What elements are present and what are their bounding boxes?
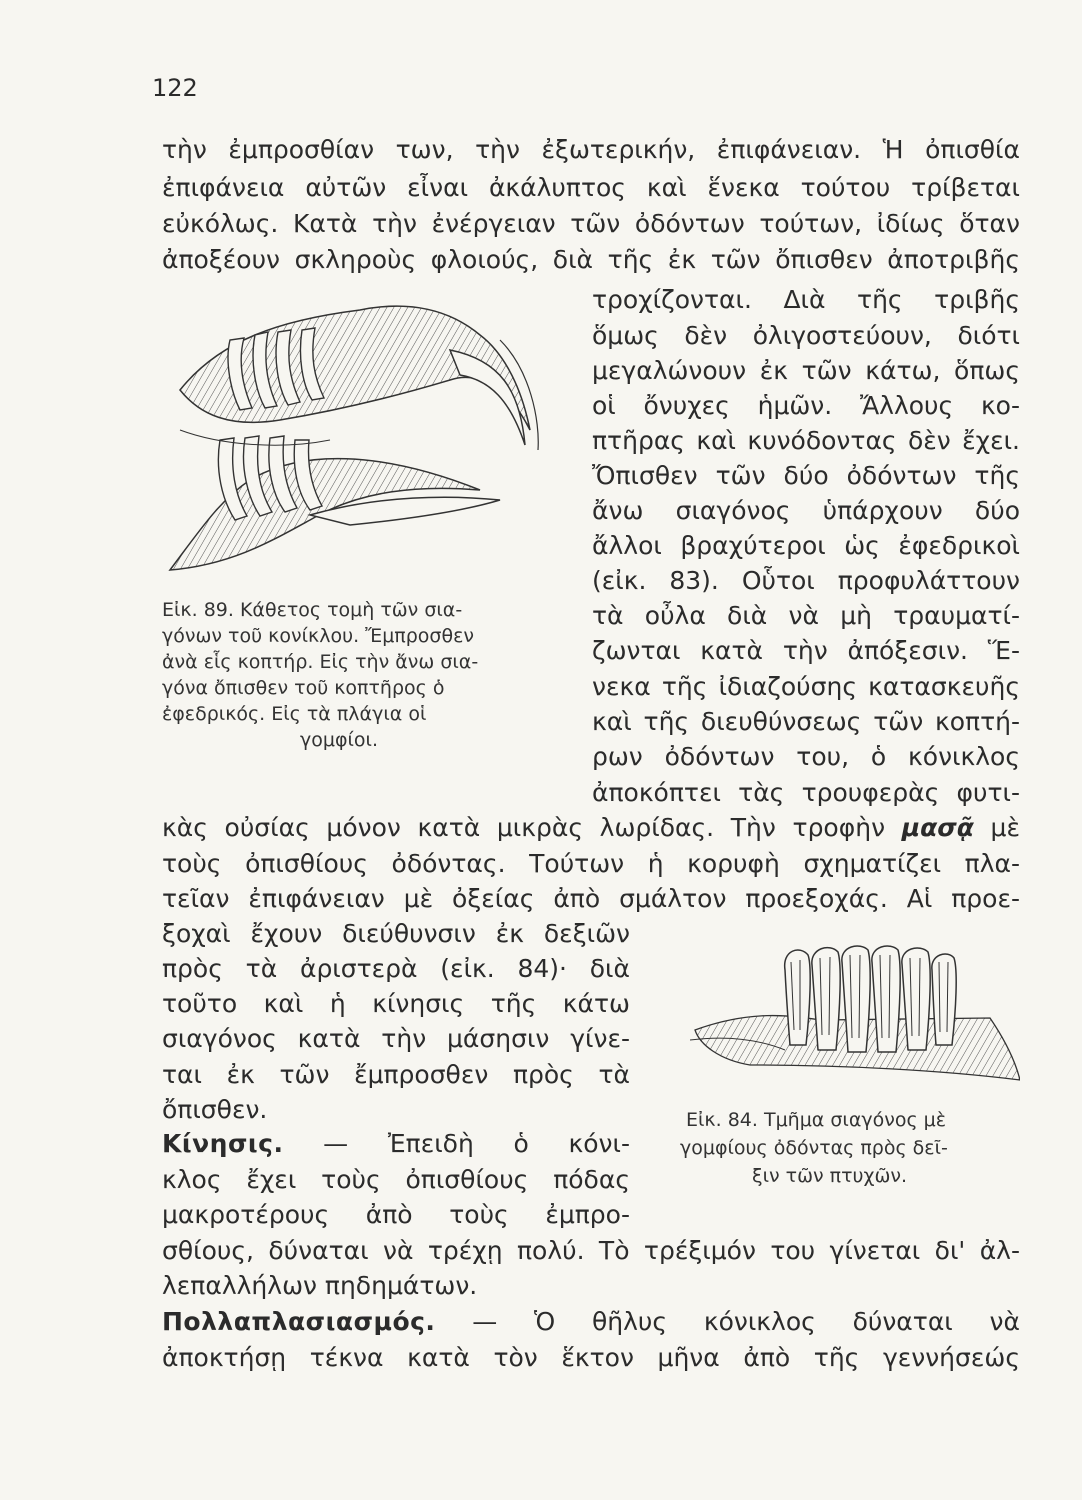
section-heading: Κίνησις.: [162, 1129, 284, 1158]
page-number: 122: [152, 74, 198, 102]
text-line: ται ἐκ τῶν ἔμπροσθεν πρὸς τὰ: [162, 1060, 630, 1089]
text-line: τροχίζονται. Διὰ τῆς τριβῆς: [592, 285, 1020, 314]
section-heading: Πολλαπλασιασμός.: [162, 1307, 436, 1336]
text-line: τοὺς ὀπισθίους ὀδόντας. Τούτων ἡ κορυφὴ σχηματίζει πλα-: [162, 849, 1020, 878]
text-line: πρὸς τὰ ἀριστερὰ (εἰκ. 84)· διὰ: [162, 954, 630, 983]
text-line: ἀποξέουν σκληροὺς φλοιούς, διὰ τῆς ἐκ τῶν ὄπισθεν ἀποτριβῆς: [162, 245, 1020, 274]
text-line: καὶ τῆς διευθύνσεως τῶν κοπτή-: [592, 707, 1020, 736]
text-line: σθίους, δύναται νὰ τρέχῃ πολύ. Τὸ τρέξιμόν του γίνεται δι' ἀλ-: [162, 1236, 1020, 1265]
text-line: ἐπιφάνεια αὐτῶν εἶναι ἀκάλυπτος καὶ ἕνεκα τούτου τρίβεται: [162, 173, 1020, 202]
text-line: εὐκόλως. Κατὰ τὴν ἐνέργειαν τῶν ὀδόντων τούτων, ἰδίως ὅταν: [162, 209, 1020, 238]
figure-caption-line: ξιν τῶν πτυχῶν.: [752, 1165, 908, 1187]
text-line: τεῖαν ἐπιφάνειαν μὲ ὀξείας ἀπὸ σμάλτον προεξοχάς. Αἱ προε-: [162, 884, 1020, 913]
text-line: (εἰκ. 83). Οὗτοι προφυλάττουν: [592, 566, 1020, 595]
text-line: μακροτέρους ἀπὸ τοὺς ἐμπρο-: [162, 1200, 630, 1229]
jaw-section-illustration: [160, 280, 580, 590]
figure-caption-line: ἀνὰ εἷς κοπτήρ. Εἰς τὴν ἄνω σια-: [162, 651, 479, 673]
text-line: νεκα τῆς ἰδιαζούσης κατασκευῆς: [592, 672, 1020, 701]
text-line: κὰς οὐσίας μόνον κατὰ μικρὰς λωρίδας. Τὴν τροφὴν μασᾷ μὲ: [162, 813, 1020, 842]
emphasized-word: μασᾷ: [901, 813, 974, 842]
text-line: ἄλλοι βραχύτεροι ὡς ἐφεδρικοὶ: [592, 531, 1020, 560]
text-line: ζωνται κατὰ τὴν ἀπόξεσιν. Ἕ-: [592, 636, 1020, 665]
figure-caption-line: γομφίοι.: [300, 729, 379, 751]
figure-caption-line: Εἰκ. 89. Κάθετος τομὴ τῶν σια-: [162, 599, 463, 621]
text-line: τὴν ἐμπροσθίαν των, τὴν ἐξωτερικήν, ἐπιφάνειαν. Ἡ ὀπισθία: [162, 135, 1020, 164]
figure-caption-line: γόνα ὄπισθεν τοῦ κοπτῆρος ὁ: [162, 677, 445, 699]
figure-caption-line: ἐφεδρικός. Εἰς τὰ πλάγια οἱ: [162, 703, 427, 725]
text-line: ὄπισθεν.: [162, 1095, 268, 1124]
figure-caption-line: Εἰκ. 84. Τμῆμα σιαγόνος μὲ: [686, 1109, 947, 1131]
text-line: Πολλαπλασιασμός. — Ὁ θῆλυς κόνικλος δύναται νὰ: [162, 1307, 1020, 1336]
text-line: λεπαλλήλων πηδημάτων.: [162, 1271, 478, 1300]
text-line: τοῦτο καὶ ἡ κίνησις τῆς κάτω: [162, 989, 630, 1018]
text-line: Κίνησις. — Ἐπειδὴ ὁ κόνι-: [162, 1129, 630, 1158]
text-line: τὰ οὖλα διὰ νὰ μὴ τραυματί-: [592, 601, 1020, 630]
text-line: οἱ ὄνυχες ἡμῶν. Ἄλλους κο-: [592, 391, 1020, 420]
text-line: ρων ὀδόντων του, ὁ κόνικλος: [592, 742, 1020, 771]
text-line: σιαγόνος κατὰ τὴν μάσησιν γίνε-: [162, 1024, 630, 1053]
text-line: ἄνω σιαγόνος ὑπάρχουν δύο: [592, 496, 1020, 525]
text-line: ἀποκόπτει τὰς τρουφερὰς φυτι-: [592, 778, 1020, 807]
text-line: ἀποκτήσῃ τέκνα κατὰ τὸν ἕκτον μῆνα ἀπὸ τῆς γεννήσεώς: [162, 1343, 1020, 1372]
text-line: Ὄπισθεν τῶν δύο ὀδόντων τῆς: [592, 461, 1020, 490]
text-line: ξοχαὶ ἔχουν διεύθυνσιν ἐκ δεξιῶν: [162, 919, 630, 948]
molar-teeth-illustration: [690, 940, 1020, 1110]
text-line: ὅμως δὲν ὀλιγοστεύουν, διότι: [592, 321, 1020, 350]
text-line: μεγαλώνουν ἐκ τῶν κάτω, ὅπως: [592, 356, 1020, 385]
text-line: πτῆρας καὶ κυνόδοντας δὲν ἔχει.: [592, 426, 1020, 455]
figure-caption-line: γομφίους ὀδόντας πρὸς δεῖ-: [680, 1137, 948, 1159]
text-line: κλος ἔχει τοὺς ὀπισθίους πόδας: [162, 1165, 630, 1194]
figure-caption-line: γόνων τοῦ κονίκλου. Ἔμπροσθεν: [162, 625, 474, 647]
